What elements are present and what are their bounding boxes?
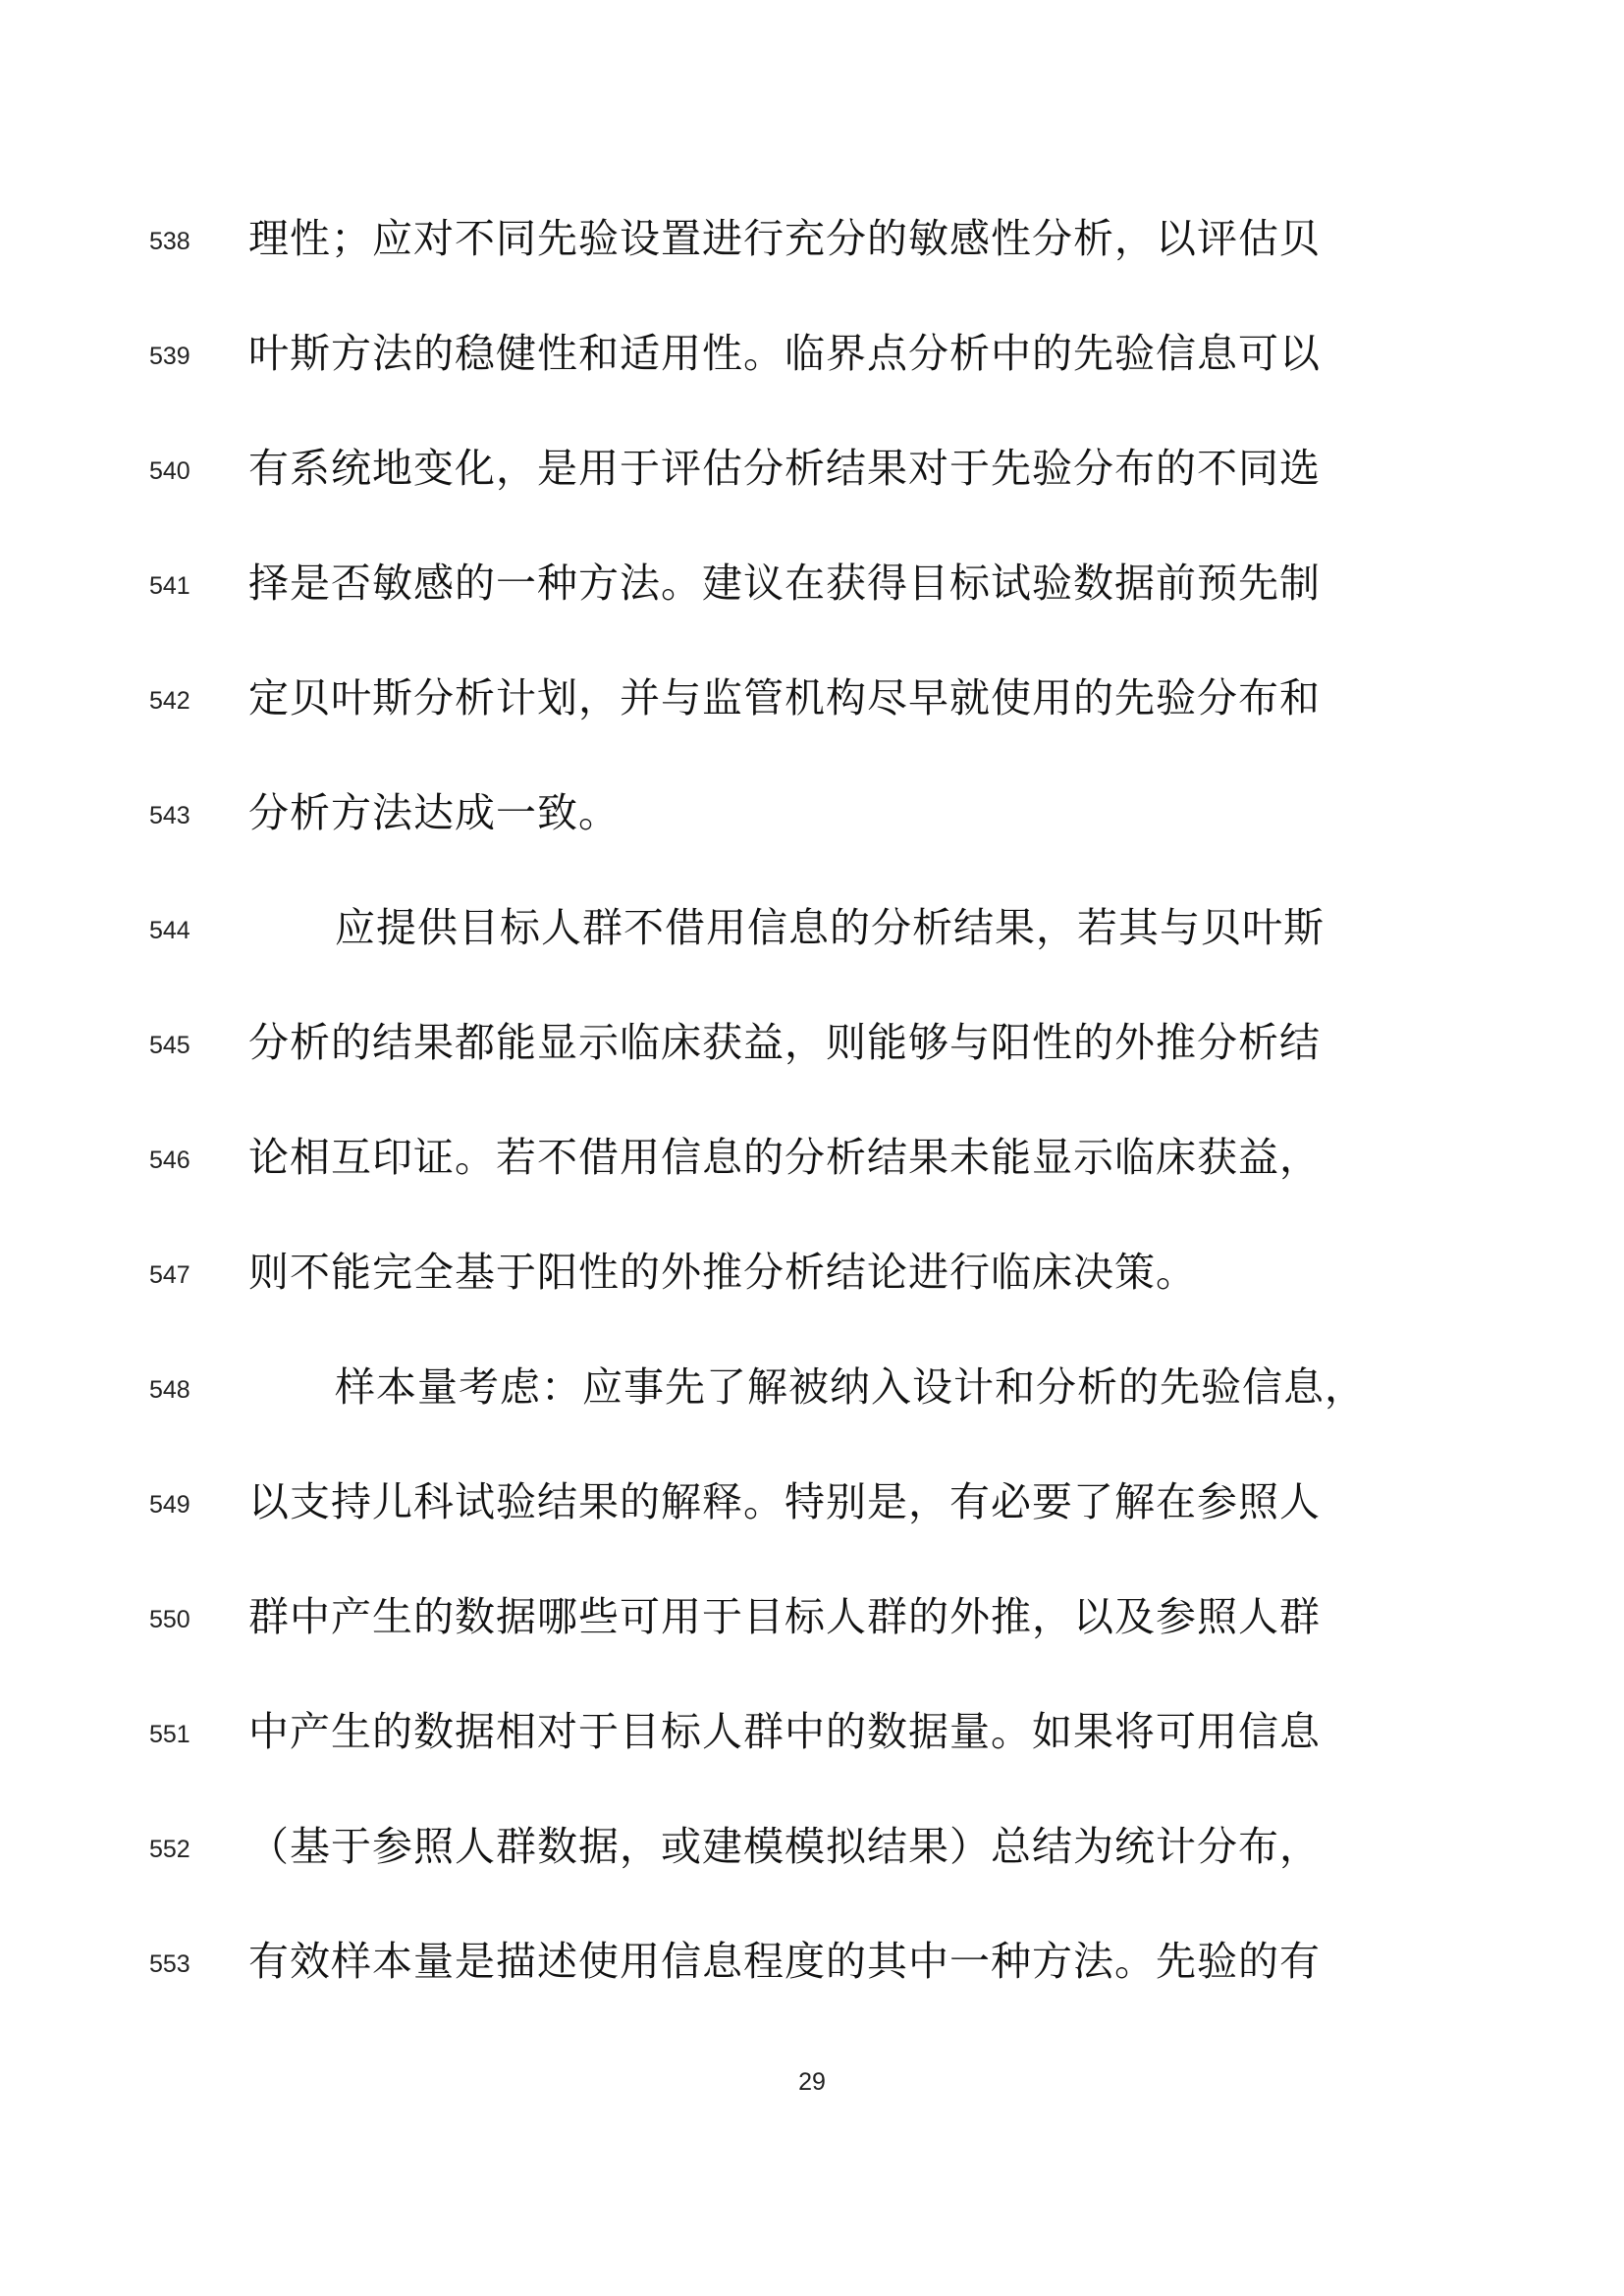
line-text: 样本量考虑：应事先了解被纳入设计和分析的先验信息， (335, 1363, 1366, 1411)
line-number: 539 (149, 343, 190, 370)
text-line (0, 1243, 1624, 1302)
text-line (0, 898, 1624, 957)
line-number: 544 (149, 917, 190, 944)
text-line (0, 1128, 1624, 1187)
line-number: 547 (149, 1261, 190, 1289)
text-line (0, 1702, 1624, 1761)
text-line (0, 324, 1624, 383)
line-number: 551 (149, 1721, 190, 1748)
line-text: 有效样本量是描述使用信息程度的其中一种方法。先验的有 (248, 1938, 1321, 1985)
text-line (0, 1472, 1624, 1531)
line-text: 叶斯方法的稳健性和适用性。临界点分析中的先验信息可以 (248, 330, 1321, 377)
line-text: 论相互印证。若不借用信息的分析结果未能显示临床获益， (248, 1134, 1321, 1181)
page-number: 29 (798, 2068, 826, 2096)
text-line (0, 1013, 1624, 1072)
line-number: 543 (149, 802, 190, 829)
line-number: 545 (149, 1032, 190, 1059)
text-line (0, 1358, 1624, 1416)
line-number: 541 (149, 572, 190, 600)
line-text: 群中产生的数据哪些可用于目标人群的外推，以及参照人群 (248, 1593, 1321, 1640)
text-line (0, 1817, 1624, 1876)
line-number: 549 (149, 1491, 190, 1519)
line-text: 定贝叶斯分析计划，并与监管机构尽早就使用的先验分布和 (248, 674, 1321, 721)
line-text: 有系统地变化，是用于评估分析结果对于先验分布的不同选 (248, 445, 1321, 492)
line-text: 择是否敏感的一种方法。建议在获得目标试验数据前预先制 (248, 560, 1321, 607)
line-text: 则不能完全基于阳性的外推分析结论进行临床决策。 (248, 1249, 1197, 1296)
line-text: 分析方法达成一致。 (248, 789, 620, 836)
line-number: 550 (149, 1606, 190, 1633)
line-number: 538 (149, 228, 190, 255)
line-number: 548 (149, 1376, 190, 1404)
line-number: 553 (149, 1950, 190, 1978)
text-line (0, 209, 1624, 268)
line-number: 546 (149, 1147, 190, 1174)
line-text: 以支持儿科试验结果的解释。特别是，有必要了解在参照人 (248, 1478, 1321, 1525)
text-line (0, 554, 1624, 613)
line-number: 552 (149, 1836, 190, 1863)
line-text: 理性；应对不同先验设置进行充分的敏感性分析，以评估贝 (248, 215, 1321, 262)
line-text: 分析的结果都能显示临床获益，则能够与阳性的外推分析结 (248, 1019, 1321, 1066)
line-number: 542 (149, 687, 190, 715)
line-text: 中产生的数据相对于目标人群中的数据量。如果将可用信息 (248, 1708, 1321, 1755)
text-line (0, 439, 1624, 498)
line-text: 应提供目标人群不借用信息的分析结果，若其与贝叶斯 (335, 904, 1325, 951)
text-line (0, 1932, 1624, 1991)
line-text: （基于参照人群数据，或建模模拟结果）总结为统计分布， (248, 1823, 1321, 1870)
text-line (0, 1587, 1624, 1646)
text-line (0, 783, 1624, 842)
text-line (0, 668, 1624, 727)
line-number: 540 (149, 457, 190, 485)
